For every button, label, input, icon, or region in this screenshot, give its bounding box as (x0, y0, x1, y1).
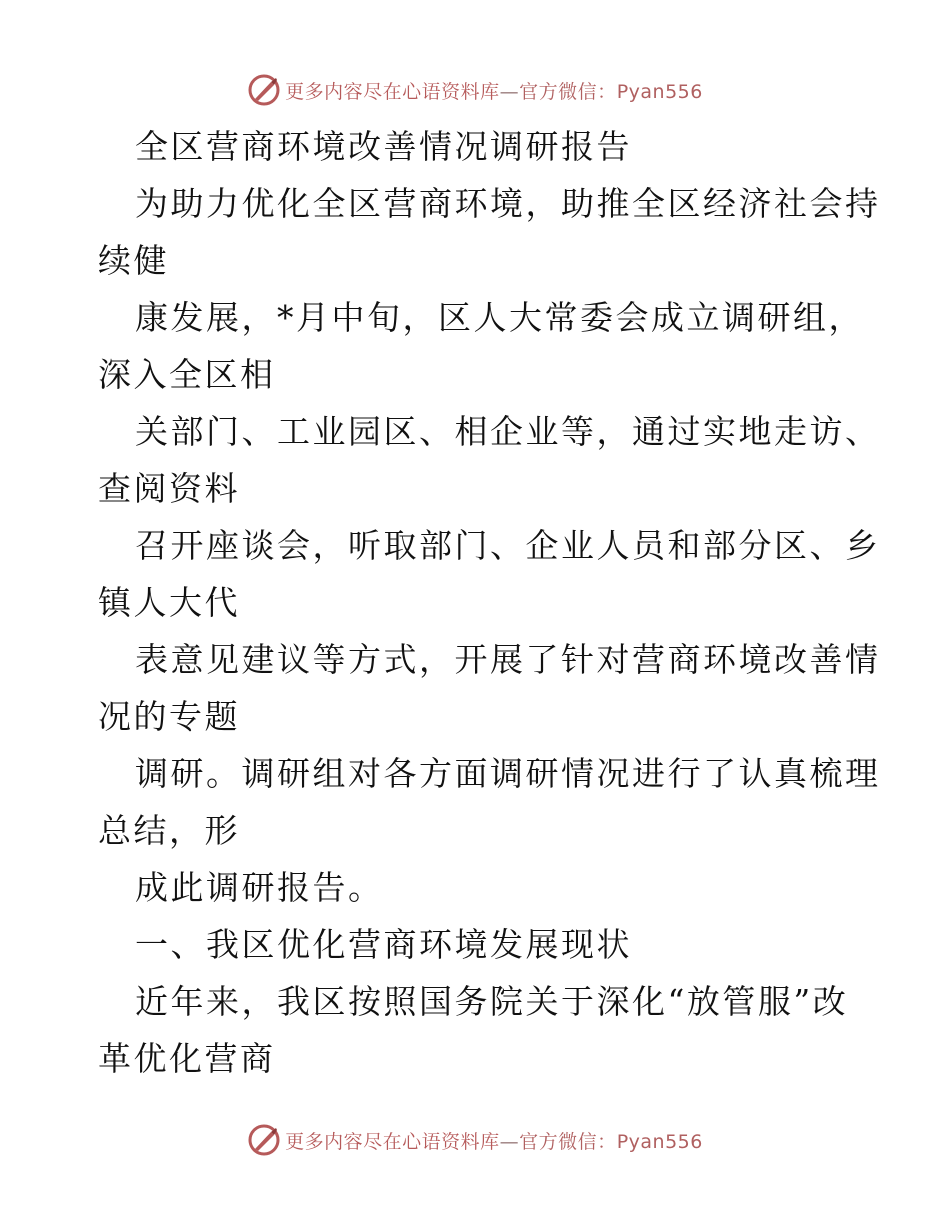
document-line: 一、我区优化营商环境发展现状 (135, 925, 632, 964)
banner-text (285, 77, 703, 104)
banner-separator: — (499, 80, 520, 103)
document-line: 况的专题 (98, 697, 240, 736)
document-body (98, 118, 881, 1087)
document-line: 查阅资料 (98, 469, 240, 508)
document-line: 召开座谈会，听取部门、企业人员和部分区、乡 (135, 526, 881, 565)
banner-text (285, 1127, 703, 1154)
document-line: 调研。调研组对各方面调研情况进行了认真梳理 (135, 754, 881, 793)
banner-slogan: 更多内容尽在心语资料库 (285, 80, 500, 103)
document-line: 革优化营商 (98, 1039, 276, 1078)
document-line: 深入全区相 (98, 355, 276, 394)
document-line: 成此调研报告。 (135, 868, 384, 907)
document-line: 表意见建议等方式，开展了针对营商环境改善情 (135, 640, 881, 679)
document-line: 全区营商环境改善情况调研报告 (135, 127, 632, 166)
document-line: 关部门、工业园区、相企业等，通过实地走访、 (135, 412, 881, 451)
banner-wechat-id: Pyan556 (616, 80, 703, 103)
quill-pen-logo-icon (247, 73, 281, 107)
banner-wechat-id: Pyan556 (616, 1130, 703, 1153)
document-line: 为助力优化全区营商环境，助推全区经济社会持 (135, 184, 881, 223)
quill-pen-logo-icon (247, 1123, 281, 1157)
document-line: 总结，形 (98, 811, 240, 850)
header-watermark-banner (0, 70, 950, 110)
banner-separator: — (499, 1130, 520, 1153)
banner-slogan: 更多内容尽在心语资料库 (285, 1130, 500, 1153)
document-line: 近年来，我区按照国务院关于深化“放管服”改 (135, 982, 849, 1021)
footer-watermark-banner (0, 1120, 950, 1160)
banner-wechat-label: 官方微信： (519, 1130, 617, 1153)
document-line: 康发展，*月中旬，区人大常委会成立调研组， (135, 298, 864, 337)
document-line: 续健 (98, 241, 169, 280)
banner-wechat-label: 官方微信： (519, 80, 617, 103)
document-line: 镇人大代 (98, 583, 240, 622)
